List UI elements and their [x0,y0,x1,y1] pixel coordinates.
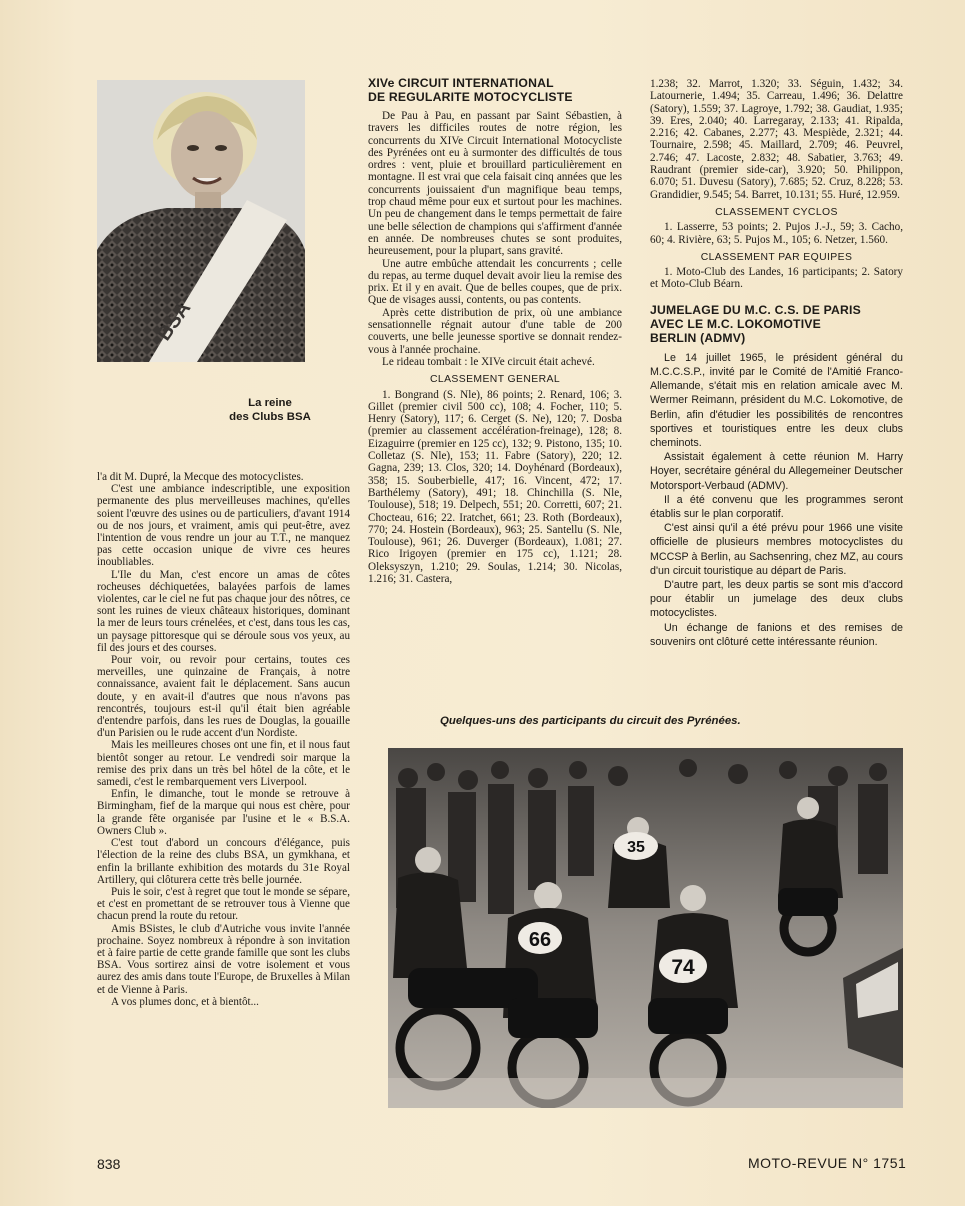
circuit-title [368,76,622,104]
left-paragraph: l'a dit M. Dupré, la Mecque des motocyclistes. [97,471,304,483]
jumelage-title-line-1: JUMELAGE DU M.C. C.S. DE PARIS [650,302,861,317]
race-number-66: 66 [528,929,552,951]
jumelage-paragraph: Le 14 juillet 1965, le président général du M.C.C.S.P., invité par le Comité de l'Amitié Franco-Allemande, s'était mis en relation amicale avec M. Wermer Reimann, président du M.C. Lokomotive, de Berlin, afin d'étudier les possibilités de rencontres sportives et touristiques entre les deux clubs cheminots. [650,351,903,449]
jumelage-paragraph: D'autre part, les deux partis se sont mis d'accord pour établir un jumelage des deux clubs motocyclistes. [650,579,903,620]
jumelage-title-line-2: AVEC LE M.C. LOKOMOTIVE [650,316,821,331]
circuit-paragraph: De Pau à Pau, en passant par Saint Sébastien, à travers les difficiles routes de notre région, les concurrents du XIVe Circuit International Motocycliste des Pyrénées ont eu à surmonter des difficultés de tous ordres : vent, pluie et brouillard particulièrement en montagne. Il est vrai que cela faisait cinq années que les concurrents jouissaient d'un magnifique beau temps, trop chaud même pour eux et surtout pour les machines. Un peu de changement dans le temps permettait de faire une belle sélection de champions qui s'affirment d'année en année. De nombreuses chutes se sont produites, heureusement, pour la plupart, sans gravité. [368,110,622,258]
race-number-74: 74 [671,956,695,979]
classement-cyclos-results: 1. Lasserre, 53 points; 2. Pujos J.-J., 59; 3. Cacho, 60; 4. Rivière, 63; 5. Pujos M., 105; 6. Netzer, 1.560. [650,221,903,246]
classement-general-heading: CLASSEMENT GENERAL [430,374,560,386]
circuit-paragraph: Une autre embûche attendait les concurrents ; celle du repas, au terme duquel devait avoir lieu la remise des prix. Et il y en avait. Que de belles coupes, que de prix. Que de visages aussi, contents, ou pas contents. [368,257,622,307]
classement-equipes-results: 1. Moto-Club des Landes, 16 participants; 2. Satory et Moto-Club Béarn. [650,266,903,291]
classement-equipes-heading: CLASSEMENT PAR EQUIPES [700,251,853,263]
left-paragraph: C'est une ambiance indescriptible, une exposition permanente des plus merveilleuses machines, qu'elles soient l'œuvre des usines ou de particuliers, d'avant 1914 ou de nos jours, et vraiment, amis qui peut-être, avez l'intention de vous rendre un jour au T.T., ne manquez pas cette occasion unique de vivre ces heures inoubliables. [97,483,350,569]
race-illustration [388,748,903,1108]
left-paragraph: Enfin, le dimanche, tout le monde se retrouve à Birmingham, fief de la marque qui nous est chère, pour la grande fête organisée par l'usine et le « B.S.A. Owners Club ». [97,788,350,837]
circuit-paragraph: Après cette distribution de prix, où une ambiance sensationnelle régnait autour d'une table de 200 couverts, une belle jeunesse sportive se donnait rendez-vous à l'année prochaine. [368,306,622,356]
classement-general-continued: 1.238; 32. Marrot, 1.320; 33. Séguin, 1.432; 34. Latournerie, 1.494; 35. Carreau, 1.496; 36. Delattre (Satory), 1.559; 37. Lagroye, 1.792; 38. Gaudiat, 1.935; 39. Eres, 2.040; 40. Larregaray, 2.133; 41. Ripalda, 2.216; 42. Cabanes, 2.277; 43. Mespiède, 2.321; 44. Tournaire, 2.598; 45. Maillard, 2.709; 46. Peuvrel, 2.746; 47. Lacoste, 2.832; 48. Sabatier, 3.763; 49. Raudrant (premier side-car), 3.920; 50. Philippon, 6.070; 51. Duvesu (Satory), 7.685; 52. Cruz, 8.228; 53. Grandidier, 9.545; 54. Barret, 10.131; 55. Huré, 12.959. [650,78,903,201]
left-paragraph: L'Ile du Man, c'est encore un amas de côtes rocheuses déchiquetées, balayées parfois de lames violentes, car le ciel ne fut pas chaque jour des nôtres, ce sont les ruines de vieux châteaux historiques, dominant la mer de leurs tours crénelées, et c'est, dans tous les cas, un paysage pittoresque qui se déroule sous vos yeux, au fil des jours et des courses. [97,568,350,654]
portrait-photo [97,80,305,362]
portrait-illustration [97,80,305,362]
article-left-column [97,471,350,1008]
circuit-title-line-1: XIVe CIRCUIT INTERNATIONAL [368,76,554,90]
caption-line-2: des Clubs BSA [229,411,311,423]
left-paragraph: Mais les meilleures choses ont une fin, et il nous faut bientôt songer au retour. Le vendredi soir marque la remise des prix dans un très bel hôtel de la côte, et le samedi, c'est le rembarquement vers Liverpool. [97,739,350,789]
jumelage-paragraph: Assistait également à cette réunion M. Harry Hoyer, secrétaire général du Allegemeiner Deutscher Motorsport-Verbaud (ADMV). [650,451,903,492]
jumelage-paragraph: Un échange de fanions et des remises de souvenirs ont clôturé cette intéressante réunion. [650,621,903,648]
sash-text: BSA [153,297,196,345]
jumelage-title-line-3: BERLIN (ADMV) [650,330,746,345]
circuit-paragraph: Le rideau tombait : le XIVe circuit était achevé. [382,355,595,368]
race-photo [388,748,903,1108]
page-number: 838 [97,1156,121,1172]
magazine-issue: MOTO-REVUE N° 1751 [748,1155,907,1171]
left-paragraph: Puis le soir, c'est à regret que tout le monde se sépare, et c'est en promettant de se retrouver tous à Vienne que chacun prend la route du retour. [97,885,350,923]
race-photo-caption: Quelques-uns des participants du circuit des Pyrénées. [440,715,741,727]
left-paragraph: Pour voir, ou revoir pour certains, toutes ces merveilles, une quinzaine de Français, à notre connaissance, avaient fait le déplacement. Sans aucun doute, y en avait-il d'autres que nous n'avons pas rencontrés, toujours est-il qu'il était bien agréable d'entendre parfois, dans les rues de Douglas, la gouaille d'un Parisien ou le rude accent d'un Nordiste. [97,654,350,740]
jumelage-paragraph: C'est ainsi qu'il a été prévu pour 1966 une visite officielle de plusieurs membres motocyclistes du MCCSP à Berlin, au Sachsenring, chez MZ, au cours d'un circuit touristique au départ de Paris. [650,522,903,577]
left-paragraph: A vos plumes donc, et à bientôt... [111,995,259,1008]
race-number-35: 35 [627,839,645,856]
jumelage-title [650,303,903,345]
left-paragraph: C'est tout d'abord un concours d'élégance, puis l'élection de la reine des clubs BSA, un gymkhana, et enfin la brillante exhibition des motards du 31e Royal Artillery, qui clôturera cette très belle journée. [97,837,350,886]
jumelage-paragraph: Il a été convenu que les programmes seront établis sur le plan corporatif. [650,493,903,520]
caption-line-1: La reine [248,397,292,409]
article-right-column [650,78,903,649]
portrait-caption [205,396,335,424]
classement-general-results: 1. Bongrand (S. Nle), 86 points; 2. Renard, 106; 3. Gillet (premier civil 500 cc), 108; 4. Focher, 110; 5. Henry (Satory), 117; 6. Cerget (S. Ne), 120; 7. Dosba (premier au classement accélération-freinage), 128; 8. Eizaguirre (premier en 125 cc), 132; 9. Pistono, 135; 10. Colletaz (S. Nle), 153; 11. Fabre (Satory), 220; 12. Gagna, 239; 13. Clos, 320; 14. Doyhénard (Bordeaux), 358; 15. Souberbielle, 417; 16. Vincent, 472; 17. Barthélemy (Satory), 491; 18. Chinchilla (S. Nle, Toulouse), 518; 19. Delpech, 551; 20. Corretti, 607; 21. Chocteau, 616; 22. Iratchet, 661; 23. Roth (Bordeaux), 770; 24. Hostein (Bordeaux), 963; 25. Santellu (S. Nle, Toulouse), 961; 26. Duverger (Bordeaux), 1.081; 27. Rico Irigoyen (premier en 175 cc), 1.121; 28. Oleksyszyn, 1.210; 29. Soulas, 1.214; 30. Nicolas, 1.216; 31. Castera, [368,388,622,585]
left-paragraph: Amis BSistes, le club d'Autriche vous invite l'année prochaine. Soyez nombreux à répondre à son invitation et à faire partie de cette grande famille que sont les clubs BSA. Vous sortirez ainsi de votre isolement et vous aurez des amis dans toute l'Europe, de Bruxelles à Milan et de Vienne à Paris. [97,922,350,996]
classement-cyclos-heading: CLASSEMENT CYCLOS [715,206,838,218]
circuit-title-line-2: DE REGULARITE MOTOCYCLISTE [368,90,573,104]
article-circuit-column [368,76,622,585]
